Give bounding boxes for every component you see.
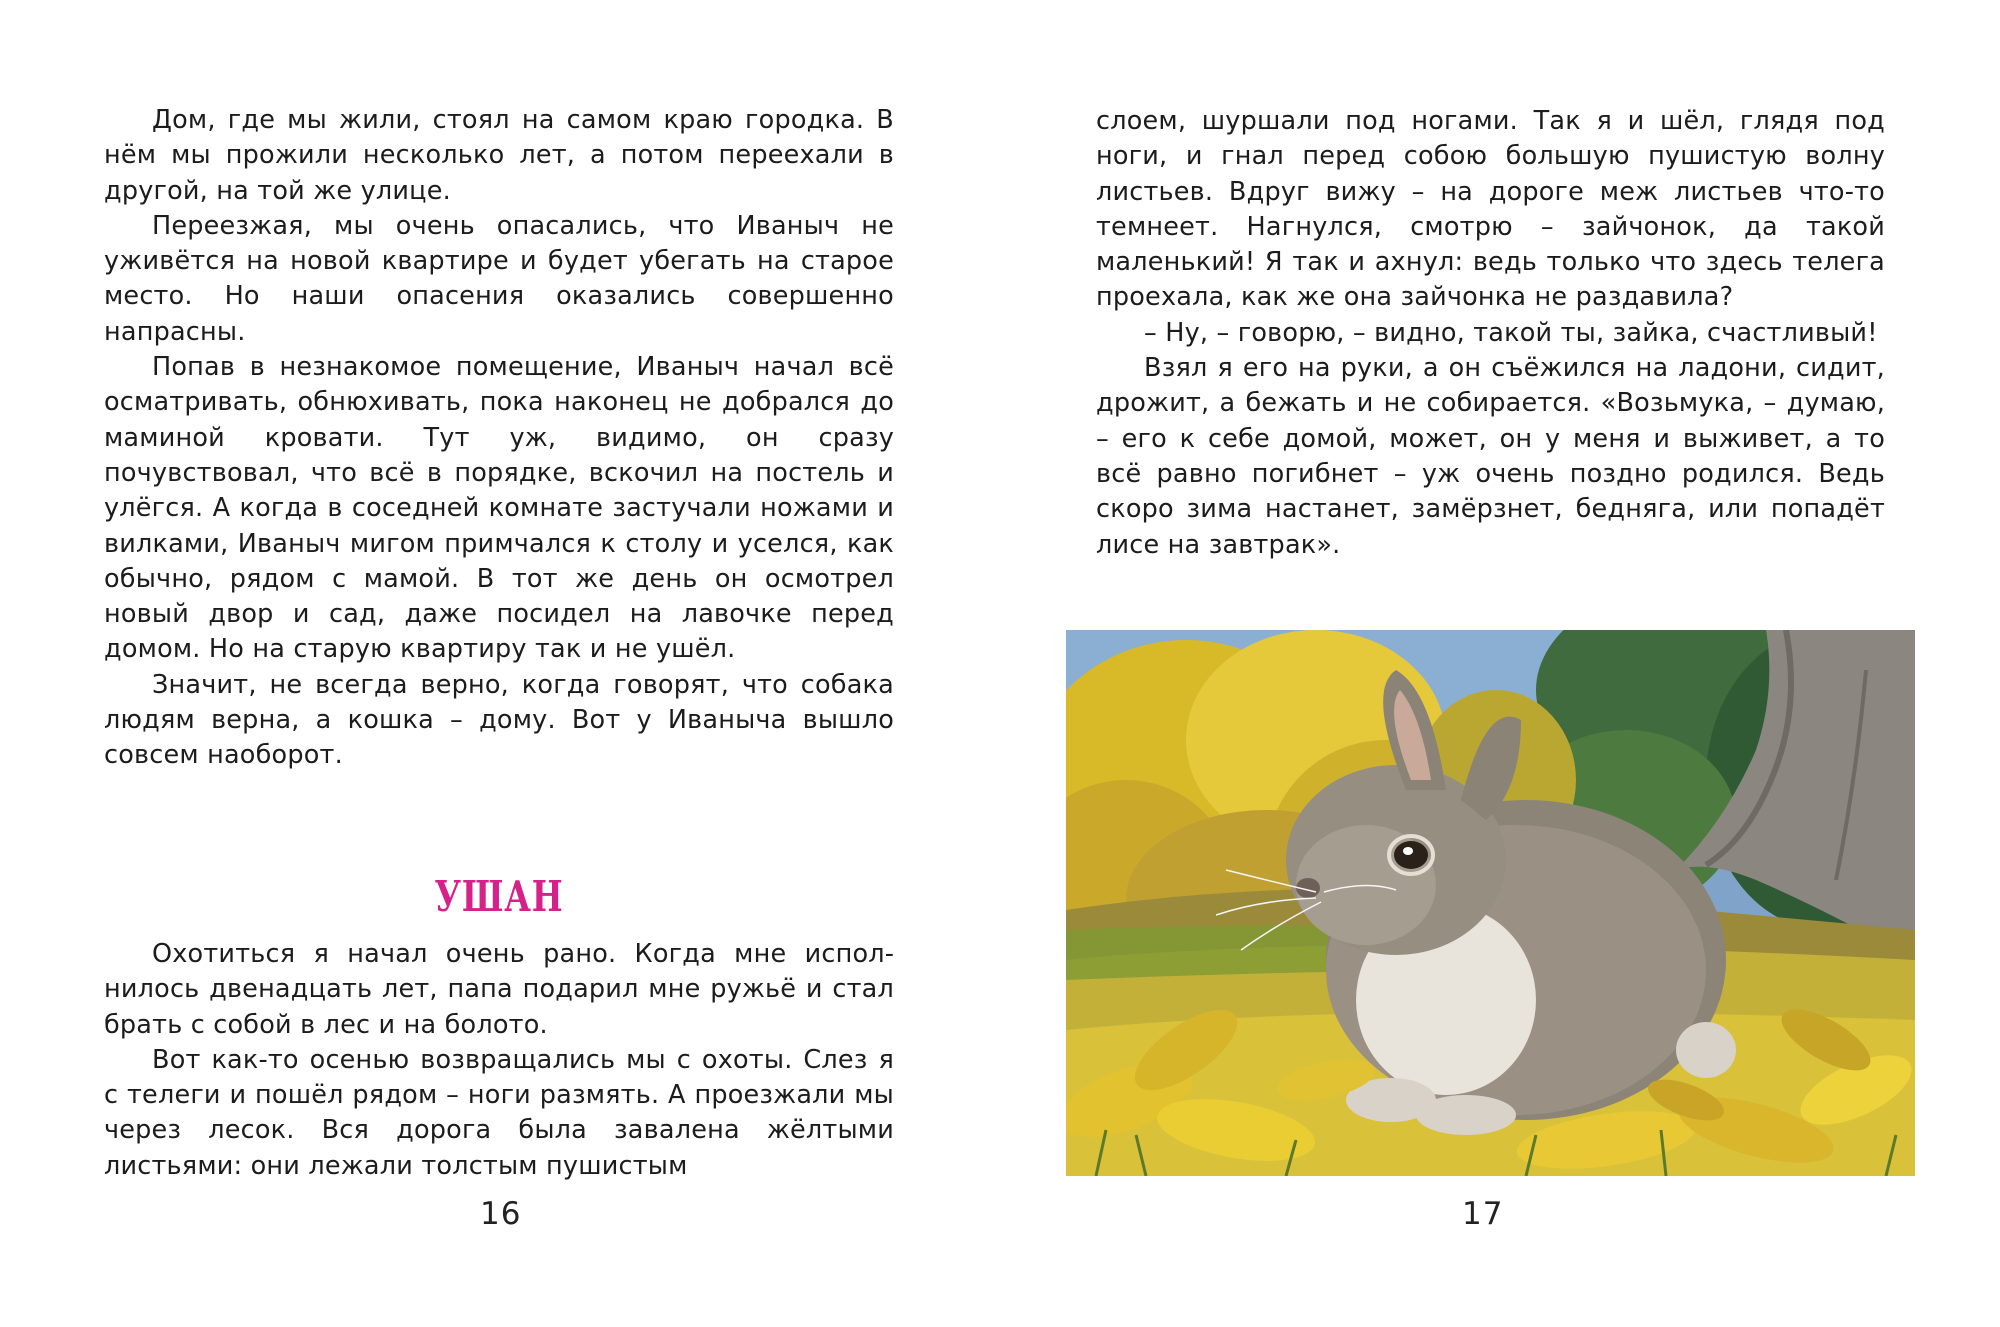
paragraph: – Ну, – говорю, – видно, такой ты, зайка, счастливый! <box>1144 317 1878 348</box>
right-page <box>1000 0 2000 1327</box>
story-text-continued <box>1096 104 1885 563</box>
story-text-start <box>104 937 894 1184</box>
paragraph: Взял я его на руки, а он съёжился на ладони, сидит, дрожит, а бежать и не собирается. «Возьмука, – думаю, – его к себе домой, может, он у меня и выживет, а то всё равно погибнет – уж очень поздно родился. Ведь скоро зима настанет, замёрзнет, бедняга, или попадёт лисе на завтрак». <box>1096 353 1885 560</box>
paragraph: Охотиться я начал очень рано. Когда мне исполнилось двенадцать лет, папа подарил мне ружьё и стал брать с собой в лес и на болото. <box>104 939 894 1040</box>
page-number: 16 <box>480 1196 522 1232</box>
story-title: УШАН <box>434 872 564 921</box>
paragraph: слоем, шуршали под ногами. Так я и шёл, глядя под ноги, и гнал перед собою большую пушистую волну листьев. Вдруг вижу – на дороге меж листьев что-то темнеет. Нагнулся, смотрю – зайчонок, да такой маленький! Я так и ахнул: ведь только что здесь телега проехала, как же она зайчонка не раздавила? <box>1096 106 1885 313</box>
paragraph: Вот как-то осенью возвращались мы с охоты. Слез я с телеги и пошёл рядом – ноги размять. А проезжали мы через лесок. Вся дорога была завалена жёлтыми листьями: они лежали толстым пушистым <box>104 1044 894 1181</box>
paragraph: Значит, не всегда верно, когда говорят, что собака людям верна, а кошка – дому. Вот у Иваныча вышло совсем наоборот. <box>104 669 894 771</box>
page-number: 17 <box>1462 1196 1504 1232</box>
paragraph: Попав в незнакомое помещение, Иваныч начал всё осматривать, обнюхивать, пока наконец не добрался до маминой кровати. Тут уж, видимо, он сразу почувствовал, что всё в порядке, вскочил на постель и улёгся. А когда в соседней комнате застучали ножами и вилками, Иваныч мигом примчался к столу и уселся, как обычно, рядом с мамой. В тот же день он осмотрел новый двор и сад, даже посидел на лавочке перед домом. Но на старую квартиру так и не ушёл. <box>104 352 894 665</box>
paragraph: Дом, где мы жили, стоял на самом краю городка. В нём мы прожили несколько лет, а потом переехали в другой, на той же улице. <box>104 105 894 206</box>
paragraph: Переезжая, мы очень опасались, что Иваныч не уживётся на новой квартире и будет убегать на старое место. Но наши опасения оказались совершенно напрасны. <box>104 210 894 347</box>
story-text-ending <box>104 103 894 774</box>
rabbit-illustration <box>1066 630 1915 1176</box>
